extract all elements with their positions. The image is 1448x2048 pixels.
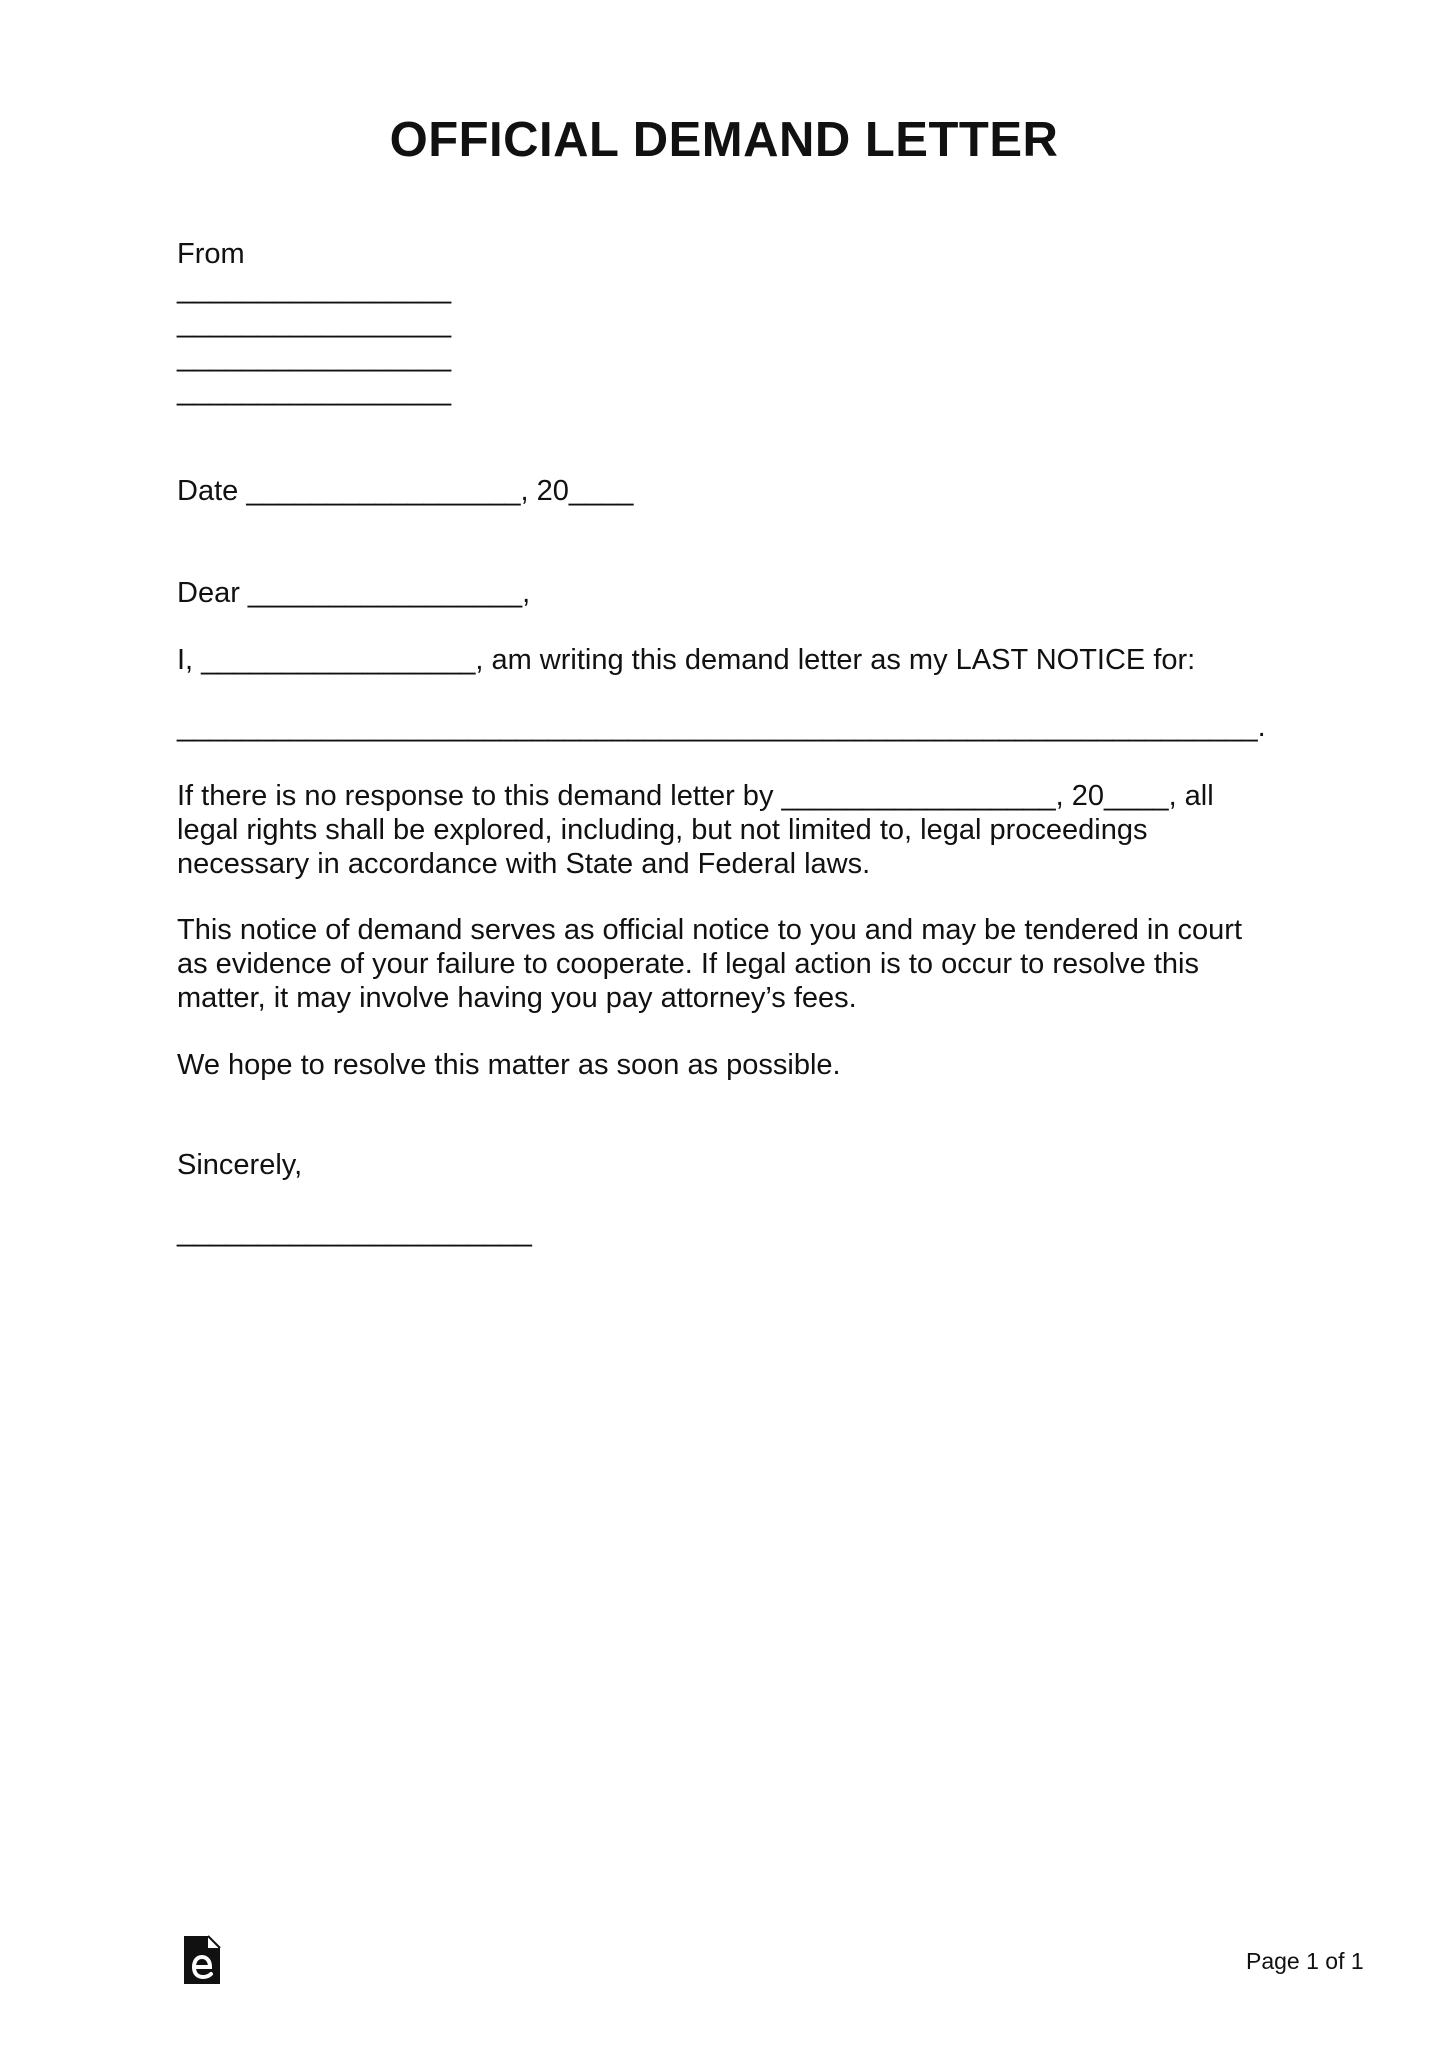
intro-line: I, _________________, am writing this demand letter as my LAST NOTICE for: — [177, 644, 1196, 676]
closing: Sincerely, — [177, 1149, 303, 1181]
response-paragraph — [177, 779, 1287, 881]
from-line-3: _________________ — [177, 341, 452, 373]
from-line-4: _________________ — [177, 375, 452, 407]
from-label: From — [177, 238, 245, 270]
from-line-1: _________________ — [177, 273, 452, 305]
paragraph-line: This notice of demand serves as official notice to you and may be tendered in court — [177, 914, 1243, 946]
notice-reason-blank: ___________________________________________________________________. — [177, 711, 1266, 743]
document-title: OFFICIAL DEMAND LETTER — [389, 113, 1059, 167]
signature-line: ______________________ — [177, 1216, 532, 1248]
paragraph-line: matter, it may involve having you pay attorney’s fees. — [177, 982, 857, 1014]
eforms-logo-icon — [182, 1934, 222, 1986]
paragraph-line: as evidence of your failure to cooperate. If legal action is to occur to resolve this — [177, 948, 1199, 980]
salutation-line: Dear _________________, — [177, 577, 531, 609]
notice-paragraph — [177, 913, 1287, 1015]
paragraph-line: necessary in accordance with State and Federal laws. — [177, 848, 871, 880]
paragraph-line: If there is no response to this demand letter by _________________, 20____, all — [177, 780, 1214, 812]
from-line-2: _________________ — [177, 307, 452, 339]
date-line: Date _________________, 20____ — [177, 475, 634, 507]
paragraph-line: legal rights shall be explored, including, but not limited to, legal proceedings — [177, 814, 1148, 846]
page-number: Page 1 of 1 — [1246, 1948, 1364, 1974]
resolve-paragraph: We hope to resolve this matter as soon as possible. — [177, 1049, 841, 1081]
